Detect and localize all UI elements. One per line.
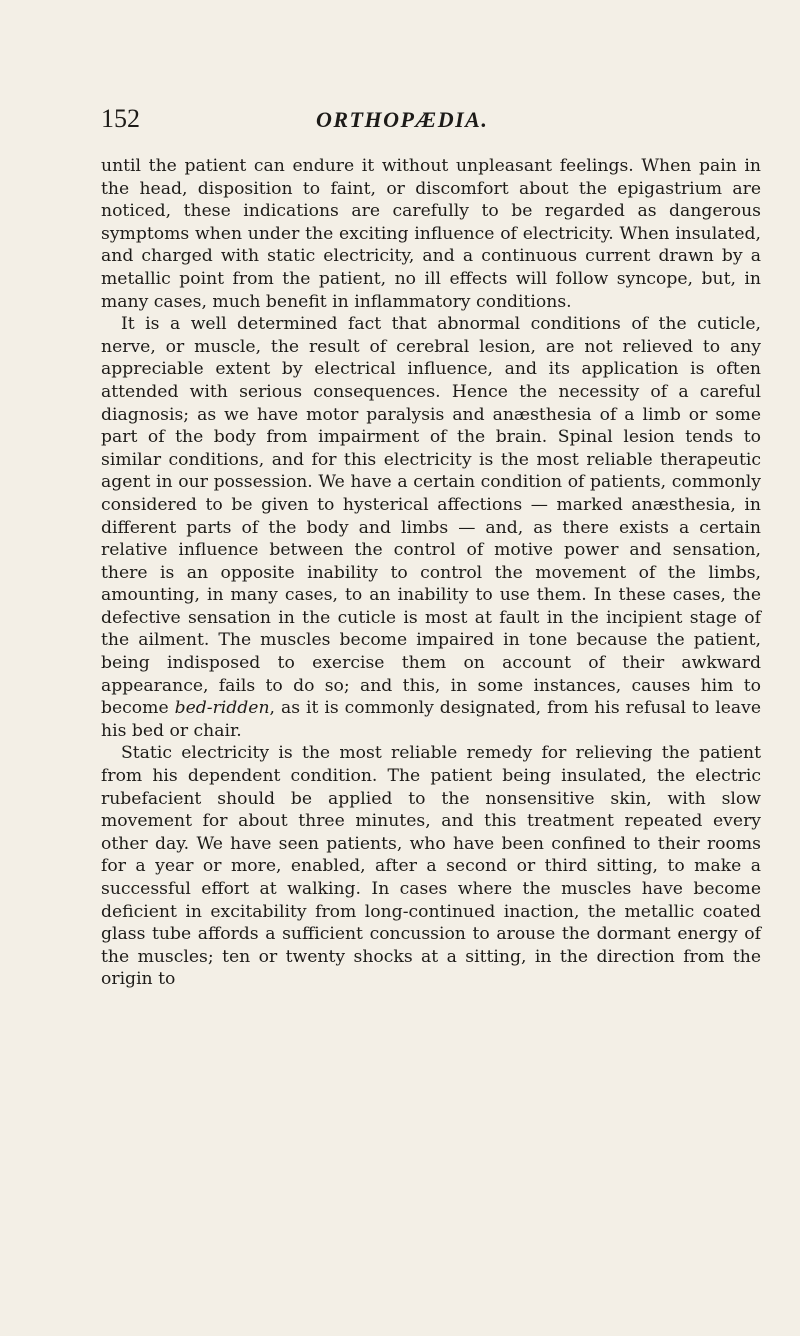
- running-title: ORTHOPÆDIA.: [316, 107, 489, 132]
- paragraph-2: [101, 313, 761, 742]
- page-header: [101, 104, 761, 144]
- paragraph-1: until the patient can endure it without unpleasant feelings. When pain in the head, disposition to faint, or discomfort about the epigastrium are noticed, these indications are carefully to be regarded as dangerous symptoms when under the exciting influence of electricity. When insulated, and charged with static electricity, and a continuous current drawn by a metallic point from the patient, no ill effects will follow syncope, but, in many cases, much benefit in inflammatory conditions.: [101, 156, 761, 312]
- paragraph-2-italic-term: bed-ridden: [174, 698, 270, 719]
- paragraph-2-text: It is a well determined fact that abnormal conditions of the cuticle, nerve, or muscle, the result of cerebral lesion, are not relieved to any appreciable extent by electrical influence, and its application is often attended with serious consequences. Hence the necessity of a careful diagnosis; as we have motor paralysis and anæsthesia of a limb or some part of the body from impairment of the brain. Spinal lesion tends to similar conditions, and for this electricity is the most reliable therapeutic agent in our possession. We have a certain condition of patients, commonly considered to be given to hysterical affections — marked anæsthesia, in different parts of the body and limbs — and, as there exists a certain relative influence between the control of motive power and sensation, there is an opposite inability to control the movement of the limbs, amounting, in many cases, to an inability to use them. In these cases, the defective sensation in the cuticle is most at fault in the incipient stage of the ailment. The muscles become impaired in tone because the patient, being indisposed to exercise them on account of their awkward appearance, fails to do so; and this, in some instances, causes him to become: [101, 314, 761, 719]
- paragraph-2-text-after: , as it is commonly designated, from his refusal to leave his bed or chair.: [101, 698, 761, 741]
- page-number: 152: [101, 104, 140, 133]
- paragraph-3: Static electricity is the most reliable remedy for relieving the patient from his dependent condition. The patient being insulated, the electric rubefacient should be applied to the nonsensitive skin, with slow movement for about three minutes, and this treatment repeated every other day. We have seen patients, who have been confined to their rooms for a year or more, enabled, after a second or third sitting, to make a successful effort at walking. In cases where the muscles have become deficient in excitability from long-continued inaction, the metallic coated glass tube affords a sufficient concussion to arouse the dormant energy of the muscles; ten or twenty shocks at a sitting, in the direction from the origin to: [101, 743, 761, 990]
- body-text: [101, 155, 761, 991]
